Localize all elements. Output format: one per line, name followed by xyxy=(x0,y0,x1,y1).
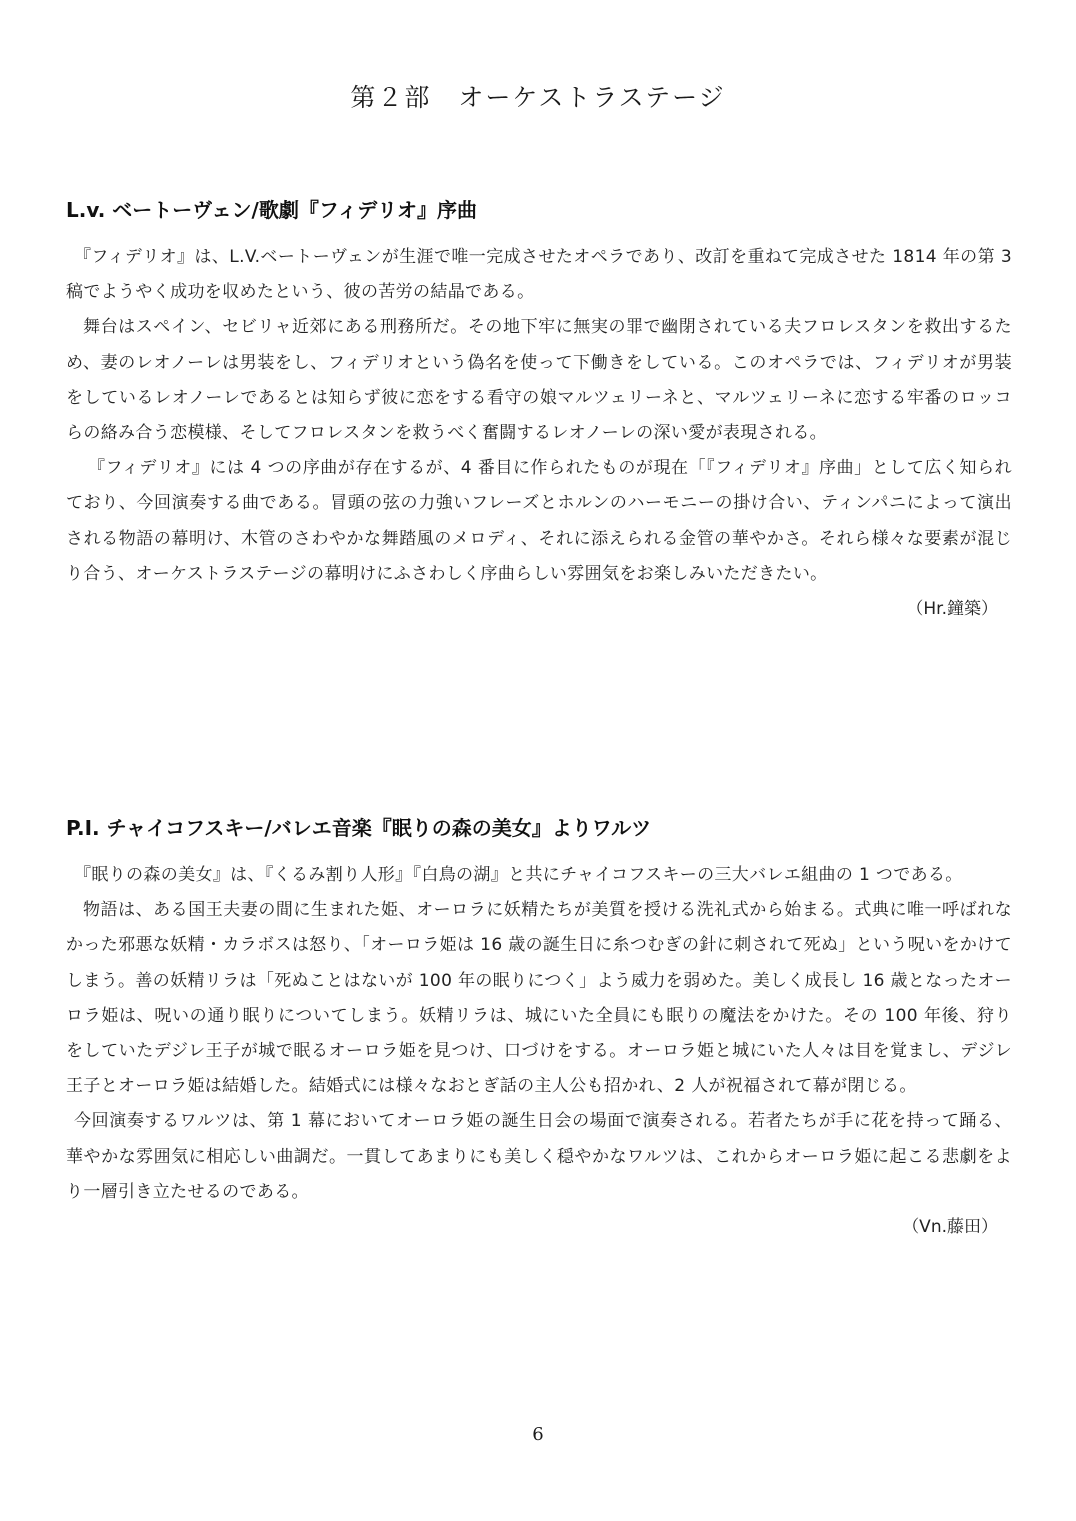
section-heading: L.v. ベートーヴェン/歌劇『フィデリオ』序曲 xyxy=(66,198,478,222)
section-sleeping-beauty xyxy=(66,813,1012,1244)
paragraph: 『眠りの森の美女』は、『くるみ割り人形』『白鳥の湖』と共にチャイコフスキーの三大バレエ組曲の 1 つである。 xyxy=(74,865,963,885)
author-credit: （Hr.鐘築） xyxy=(906,599,998,620)
page-number: 6 xyxy=(532,1424,544,1445)
page-title: 第２部 オーケストラステージ xyxy=(350,83,726,112)
paragraph: 物語は、ある国王夫妻の間に生まれた姫、オーロラに妖精たちが美質を授ける洗礼式から始まる。式典に唯一呼ばれなかった邪悪な妖精・カラボスは怒り、「オーロラ姫は 16 歳の誕生日に糸つむぎの針に刺されて死ぬ」という呪いをかけてしまう。善の妖精リラは「死ぬことはないが 100 年の眠りにつく」よう威力を弱めた。美しく成長し 16 歳となったオーロラ姫は、呪いの通り眠りについてしまう。妖精リラは、城にいた全員にも眠りの魔法をかけた。その 100 年後、狩りをしていたデジレ王子が城で眠るオーロラ姫を見つけ、口づけをする。オーロラ姫と城にいた人々は目を覚まし、デジレ王子とオーロラ姫は結婚した。結婚式には様々なおとぎ話の主人公も招かれ、2 人が祝福されて幕が閉じる。 xyxy=(66,900,1013,1097)
paragraph: 今回演奏するワルツは、第 1 幕においてオーロラ姫の誕生日会の場面で演奏される。若者たちが手に花を持って踊る、華やかな雰囲気に相応しい曲調だ。一貫してあまりにも美しく穏やかなワルツは、これからオーロラ姫に起こる悲劇をより一層引き立たせるのである。 xyxy=(66,1111,1012,1202)
paragraph: 舞台はスペイン、セビリャ近郊にある刑務所だ。その地下牢に無実の罪で幽閉されている夫フロレスタンを救出するため、妻のレオノーレは男装をし、フィデリオという偽名を使って下働きをしている。このオペラでは、フィデリオが男装をしているレオノーレであるとは知らず彼に恋をする看守の娘マルツェリーネと、マルツェリーネに恋する牢番のロッコらの絡み合う恋模様、そしてフロレスタンを救うべく奮闘するレオノーレの深い愛が表現される。 xyxy=(66,317,1012,444)
paragraph: 『フィデリオ』には 4 つの序曲が存在するが、4 番目に作られたものが現在「『フィデリオ』序曲」として広く知られており、今回演奏する曲である。冒頭の弦の力強いフレーズとホルンのハーモニーの掛け合い、ティンパニによって演出される物語の幕明け、木管のさわやかな舞踏風のメロディ、それに添えられる金管の華やかさ。それら様々な要素が混じり合う、オーケストラステージの幕明けにふさわしく序曲らしい雰囲気をお楽しみいただきたい。 xyxy=(66,458,1012,584)
paragraph: 『フィデリオ』は、L.V.ベートーヴェンが生涯で唯一完成させたオペラであり、改訂を重ねて完成させた 1814 年の第 3 稿でようやく成功を収めたという、彼の苦労の結晶である。 xyxy=(66,247,1012,303)
section-heading: P.I. チャイコフスキー/バレエ音楽『眠りの森の美女』よりワルツ xyxy=(66,816,652,840)
section-fidelio xyxy=(66,195,1012,626)
author-credit: （Vn.藤田） xyxy=(902,1217,998,1238)
